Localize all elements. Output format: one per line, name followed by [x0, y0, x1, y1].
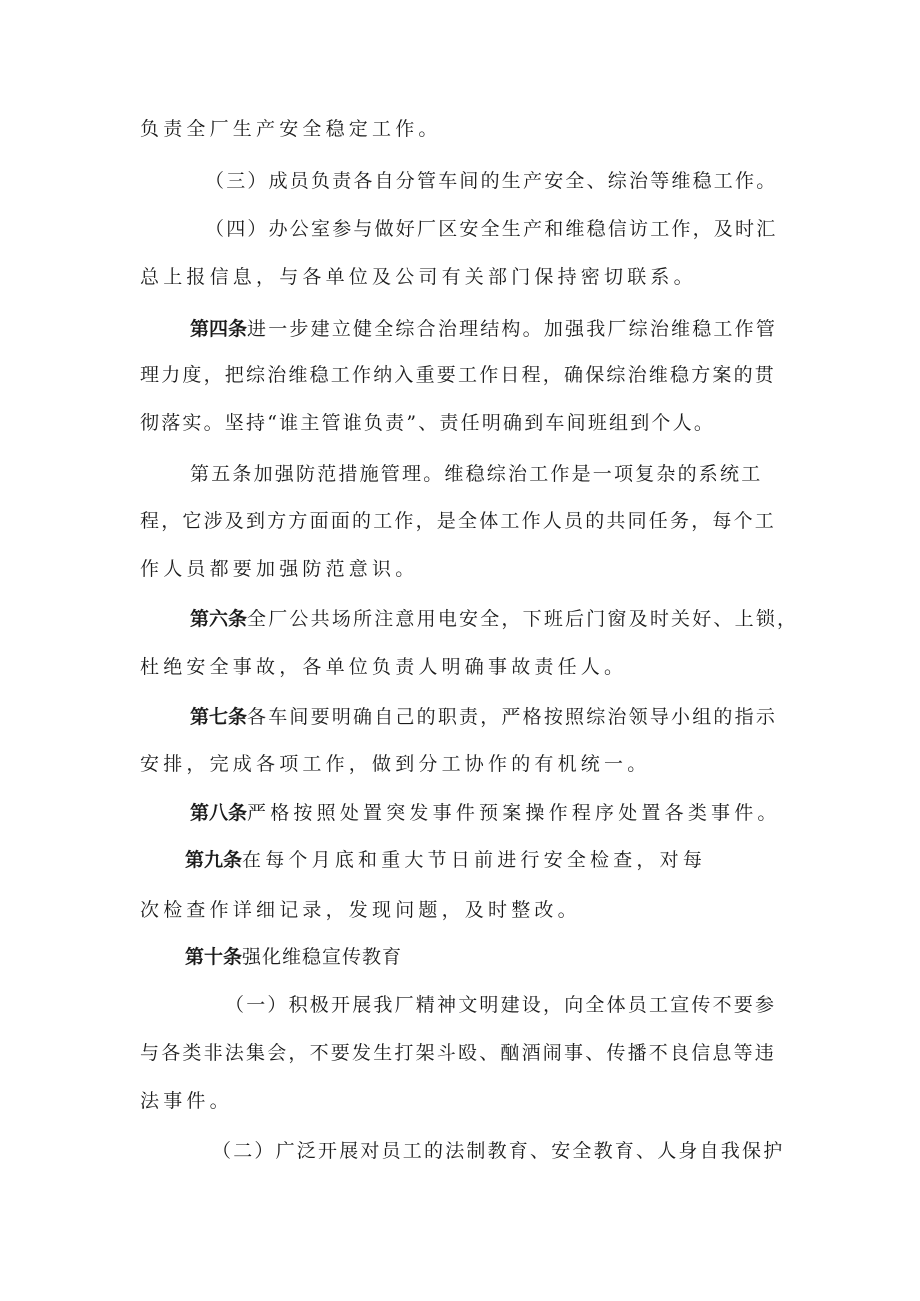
article-heading: 第七条 [190, 706, 248, 728]
text-line: 负责全厂生产安全稳定工作。 [140, 118, 442, 140]
article-heading: 第四条 [190, 318, 248, 340]
article-heading: 第六条 [190, 608, 248, 630]
article-paragraph: 第四条进一步建立健全综合治理结构。加强我厂综治维稳工作管 [190, 318, 778, 340]
article-heading: 第九条 [185, 849, 243, 871]
text-line: （一）积极开展我厂精神文明建设，向全体员工宣传不要参 [225, 994, 777, 1016]
text-line: 安排，完成各项工作，做到分工协作的有机统一。 [140, 753, 651, 775]
text-line: 杜绝安全事故，各单位负责人明确事故责任人。 [140, 656, 628, 678]
text-line: （四）办公室参与做好厂区安全生产和维稳信访工作，及时汇 [205, 218, 778, 240]
text-line: 程，它涉及到方方面面的工作，是全体工作人员的共同任务，每个工 [140, 510, 777, 532]
text-line: 与各类非法集会，不要发生打架斗殴、酗酒闹事、传播不良信息等违 [140, 1042, 777, 1064]
article-heading: 第十条 [185, 946, 243, 968]
text-line: 法事件。 [140, 1090, 233, 1112]
text-line: 理力度，把综治维稳工作纳入重要工作日程，确保综治维稳方案的贯 [140, 364, 777, 386]
text-line: 总上报信息，与各单位及公司有关部门保持密切联系。 [140, 266, 697, 288]
article-paragraph: 第十条强化维稳宣传教育 [185, 946, 403, 968]
text-line: （三）成员负责各自分管车间的生产安全、综治等维稳工作。 [205, 170, 778, 192]
article-paragraph: 第五条加强防范措施管理。维稳综治工作是一项复杂的系统工 [190, 463, 763, 485]
article-paragraph: 第七条各车间要明确自己的职责，严格按照综治领导小组的指示 [190, 706, 778, 728]
article-paragraph: 第八条严格按照处置突发事件预案操作程序处置各类事件。 [190, 802, 781, 824]
article-paragraph: 第九条在每个月底和重大节日前进行安全检查，对每 [185, 849, 707, 871]
text-line: （二）广泛开展对员工的法制教育、安全教育、人身自我保护 [212, 1140, 785, 1162]
text-line: 作人员都要加强防范意识。 [140, 558, 419, 580]
text-line: 次检查作详细记录，发现问题，及时整改。 [140, 899, 581, 921]
article-paragraph: 第六条全厂公共场所注意用电安全，下班后门窗及时关好、上锁， [190, 608, 799, 630]
article-heading: 第八条 [190, 802, 248, 824]
text-line: 彻落实。坚持“谁主管谁负责”、责任明确到车间班组到个人。 [140, 412, 716, 434]
